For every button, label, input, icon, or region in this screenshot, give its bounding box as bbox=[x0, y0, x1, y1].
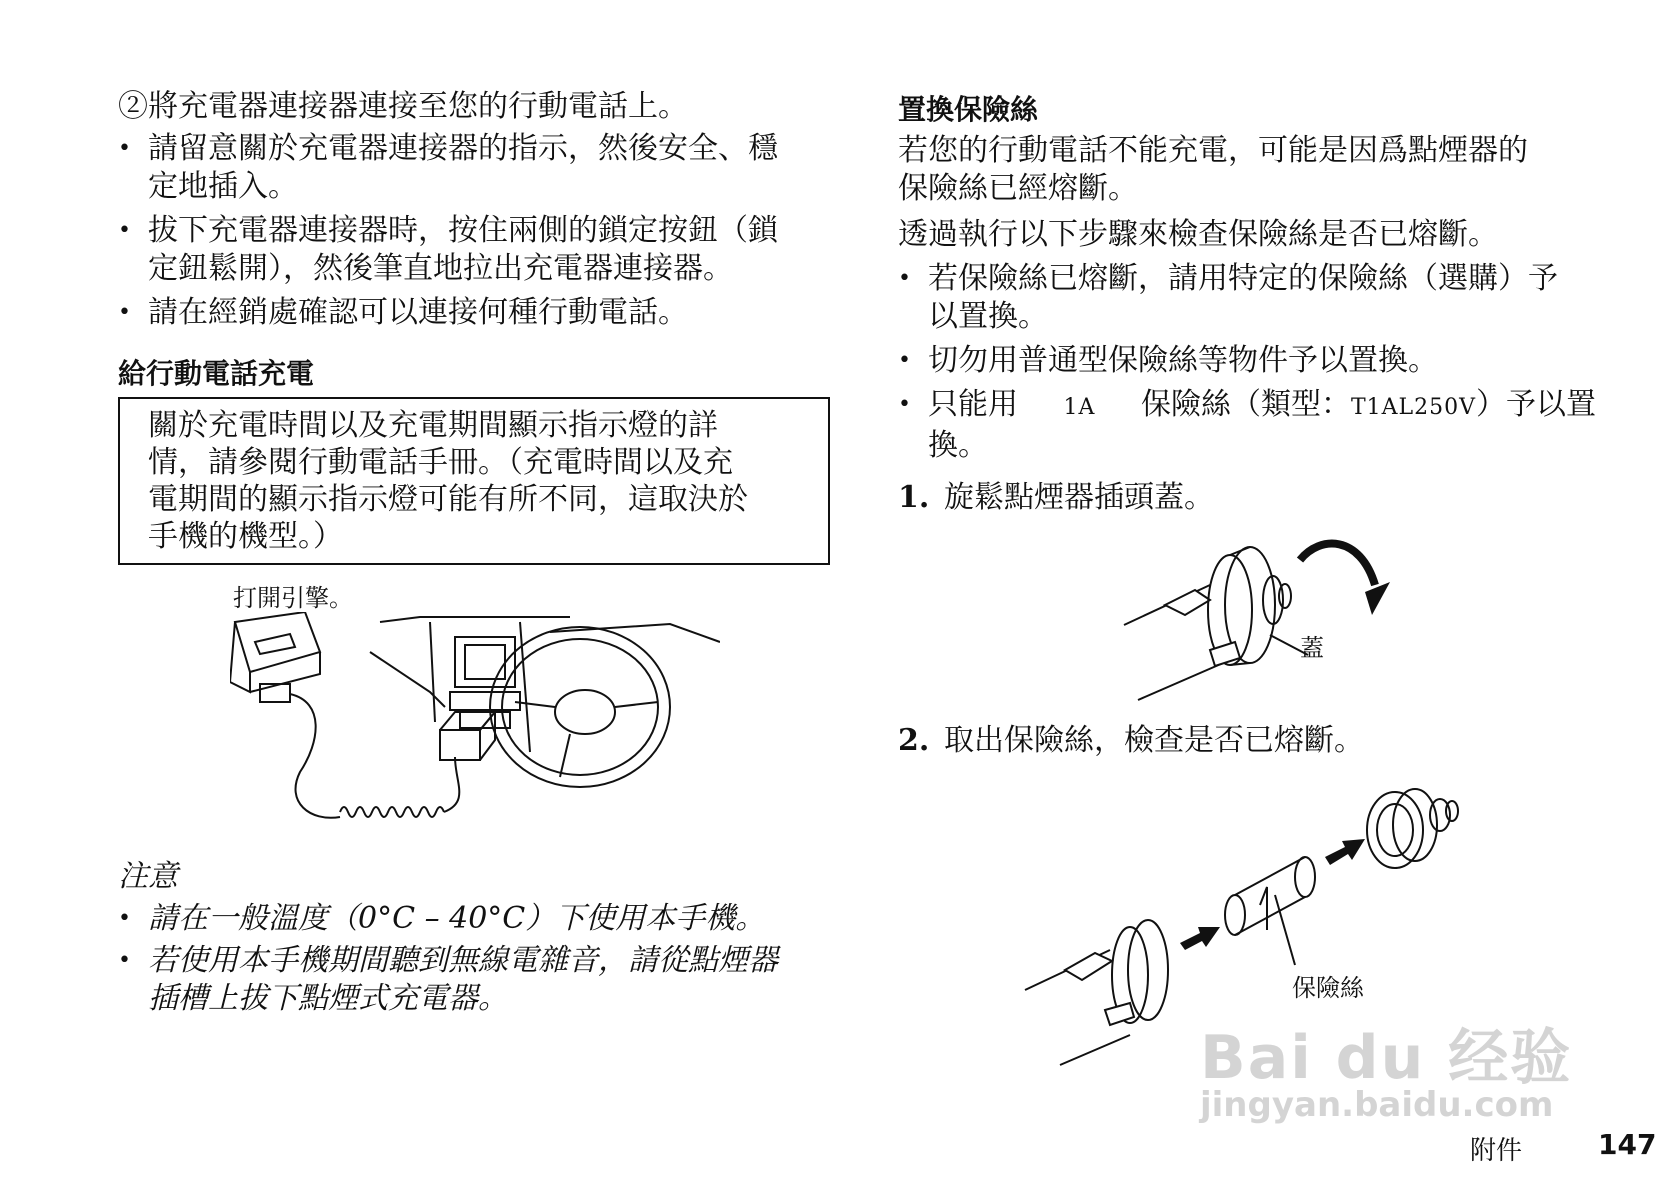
page-number: 147 bbox=[1598, 1128, 1657, 1161]
step-2-instruction: ②將充電器連接器連接至您的行動電話上。 bbox=[118, 89, 688, 124]
left-column bbox=[118, 88, 838, 392]
watermark-url: jingyan.baidu.com bbox=[1200, 1085, 1554, 1125]
footer-section-name: 附件 bbox=[1470, 1136, 1523, 1166]
bullet-dot: • bbox=[118, 906, 131, 931]
bullet-line: 若保險絲已熔斷，請用特定的保險絲（選購）予 bbox=[928, 261, 1558, 296]
baidu-watermark: Bai du 经验 bbox=[1200, 1023, 1573, 1093]
bullet-item bbox=[898, 386, 1618, 465]
section-heading-replace-fuse: 置換保險絲 bbox=[898, 93, 1039, 126]
section-heading-charging: 給行動電話充電 bbox=[118, 357, 315, 390]
step-number: 2. bbox=[898, 723, 930, 758]
intro-line: 若您的行動電話不能充電，可能是因爲點煙器的 bbox=[898, 133, 1528, 168]
bullet-dot: • bbox=[898, 348, 911, 373]
intro-line: 保險絲已經熔斷。 bbox=[898, 171, 1138, 206]
bullet-line: 拔下充電器連接器時，按住兩側的鎖定按鈕（鎖 bbox=[148, 213, 778, 248]
fuse-type: T1AL250V bbox=[1350, 395, 1477, 420]
step-text: 取出保險絲，檢查是否已熔斷。 bbox=[944, 723, 1364, 758]
check-line: 透過執行以下步驟來檢查保險絲是否已熔斷。 bbox=[898, 217, 1498, 252]
caution-line: 請在一般溫度（0°C – 40°C）下使用本手機。 bbox=[148, 901, 766, 936]
bullet-line: 以置換。 bbox=[928, 299, 1048, 334]
bullet-dot: • bbox=[898, 266, 911, 291]
caution-bullet bbox=[118, 900, 858, 938]
info-line: 關於充電時間以及充電期間顯示指示燈的詳 bbox=[148, 408, 718, 443]
step-text: 旋鬆點煙器插頭蓋。 bbox=[944, 480, 1214, 515]
bullet-line: 定鈕鬆開），然後筆直地拉出充電器連接器。 bbox=[148, 251, 733, 286]
label-cap: 蓋 bbox=[1300, 634, 1324, 662]
car-charger-illustration bbox=[230, 612, 720, 842]
label-fuse: 保險絲 bbox=[1292, 974, 1364, 1002]
bullet-dot: • bbox=[118, 136, 131, 161]
bullet-item bbox=[898, 260, 1618, 336]
fuse-spec-text: ）予以置 bbox=[1476, 387, 1597, 422]
bullet-line: 定地插入。 bbox=[148, 169, 298, 204]
caution-line: 若使用本手機期間聽到無線電雜音，請從點煙器 bbox=[148, 943, 778, 978]
step-2 bbox=[898, 722, 1364, 760]
fuse-spec-text: 只能用 bbox=[928, 387, 1018, 422]
bullet-dot: • bbox=[118, 300, 131, 325]
figure-caption-start-engine: 打開引擎。 bbox=[233, 584, 353, 612]
bullet-line: 請留意關於充電器連接器的指示，然後安全、穩 bbox=[148, 131, 778, 166]
caution-bullet bbox=[118, 942, 858, 1018]
bullet-dot: • bbox=[118, 218, 131, 243]
caution-title: 注意 bbox=[118, 859, 178, 894]
step-number: 1. bbox=[898, 480, 930, 515]
bullet-item bbox=[898, 342, 1618, 380]
info-line: 情，請參閱行動電話手冊。（充電時間以及充 bbox=[148, 445, 733, 480]
bullet-item bbox=[118, 212, 838, 288]
bullet-line: 切勿用普通型保險絲等物件予以置換。 bbox=[928, 343, 1438, 378]
info-line: 電期間的顯示指示燈可能有所不同，這取決於 bbox=[148, 482, 748, 517]
info-line: 手機的機型。） bbox=[148, 519, 343, 554]
fuse-rating: 1A bbox=[1063, 395, 1096, 420]
bullet-item bbox=[118, 294, 838, 332]
info-box bbox=[118, 397, 830, 565]
bullet-item bbox=[118, 130, 838, 206]
bullet-dot: • bbox=[898, 392, 911, 417]
fuse-spec-text: 保險絲（類型： bbox=[1140, 387, 1351, 422]
bullet-line bbox=[928, 386, 1618, 427]
caution-section bbox=[118, 858, 858, 1018]
plug-cap-illustration bbox=[1110, 510, 1430, 710]
right-column bbox=[898, 88, 1618, 517]
bullet-line: 換。 bbox=[928, 428, 988, 463]
bullet-dot: • bbox=[118, 948, 131, 973]
bullet-line: 請在經銷處確認可以連接何種行動電話。 bbox=[148, 295, 688, 330]
caution-line: 插槽上拔下點煙式充電器。 bbox=[148, 981, 508, 1016]
